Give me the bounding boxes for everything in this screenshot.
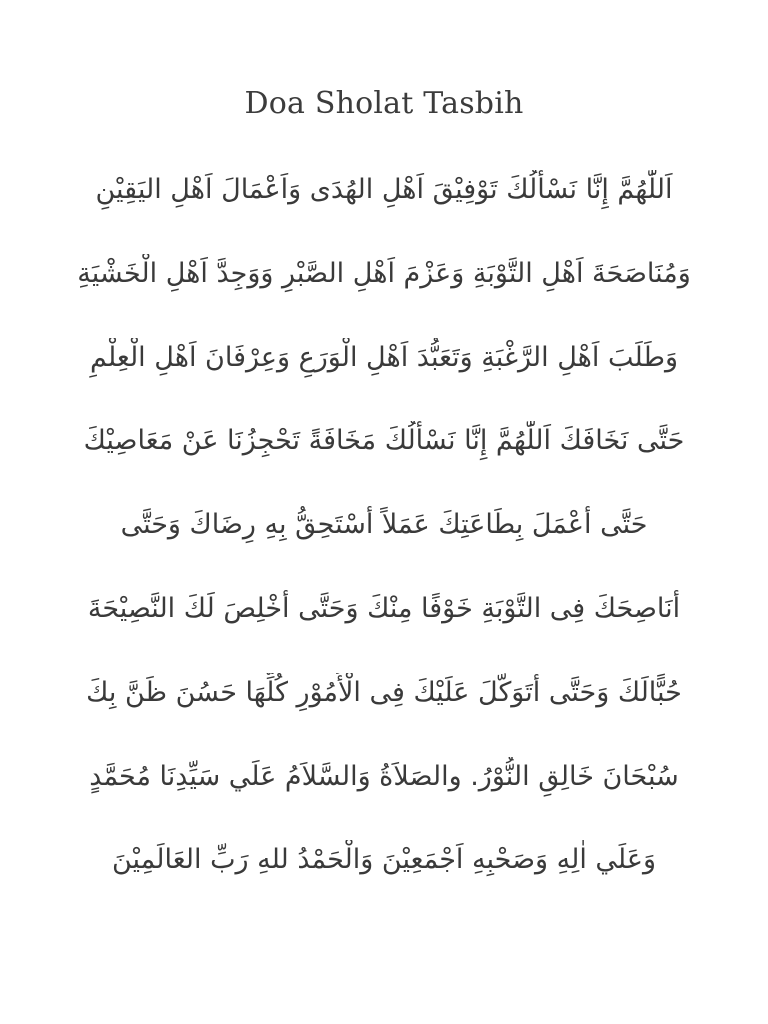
- prayer-line-8: سُبْحَانَ خَالِقِ النُّوْرُ. والصَلاَةُ وَالسَّلاَمُ عَلَي سَيِّدِنَا مُحَمَّدٍ: [89, 760, 679, 792]
- prayer-line-4: حَتَّى نَخَافَكَ اَللّٰهُمَّ إِنَّا نَسْأَلُكَ مَخَافَةً تَحْجِزُنَا عَنْ مَعَاصِيْكَ: [83, 425, 685, 457]
- prayer-line-2: وَمُنَاصَحَةَ اَهْلِ التَّوْبَةِ وَعَزْمَ اَهْلِ الصَّبْرِ وَوَجِدَّ اَهْلِ الْخَشْيَةِ: [77, 257, 691, 289]
- prayer-line-1: اَللّٰهُمَّ إِنَّا نَسْأَلُكَ تَوْفِيْقَ اَهْلِ الهُدَى وَاَعْمَالَ اَهْلِ اليَقِيْنِ: [95, 174, 673, 205]
- document-title: Doa Sholat Tasbih: [244, 86, 524, 121]
- prayer-line-7: حُبًّالَكَ وَحَتَّى أَتَوَكَّلَ عَلَيْكَ فِى الْأُمُوْرِ كُلِّهَا حَسُنَ ظَنَّ بِكَ: [86, 676, 682, 708]
- prayer-text-block: [60, 170, 708, 924]
- prayer-line-5: حَتَّى أَعْمَلَ بِطَاعَتِكَ عَمَلاً أَسْتَحِقُّ بِهِ رِضَاكَ وَحَتَّى: [120, 509, 648, 541]
- prayer-line-6: أَنَاصِحَكَ فِى التَّوْبَةِ خَوْفًا مِنْكَ وَحَتَّى أُخْلِصَ لَكَ النَّصِيْحَةَ: [87, 592, 681, 624]
- prayer-line-3: وَطَلَبَ اَهْلِ الرَّغْبَةِ وَتَعَبُّدَ اَهْلِ الْوَرَعِ وَعِرْفَانَ اَهْلِ الْعِلْمِ: [90, 341, 678, 373]
- prayer-line-9: وَعَلَي اٰلِهِ وَصَحْبِهِ اَجْمَعِيْنَ وَالْحَمْدُ للهِ رَبِّ العَالَمِيْنَ: [111, 844, 656, 876]
